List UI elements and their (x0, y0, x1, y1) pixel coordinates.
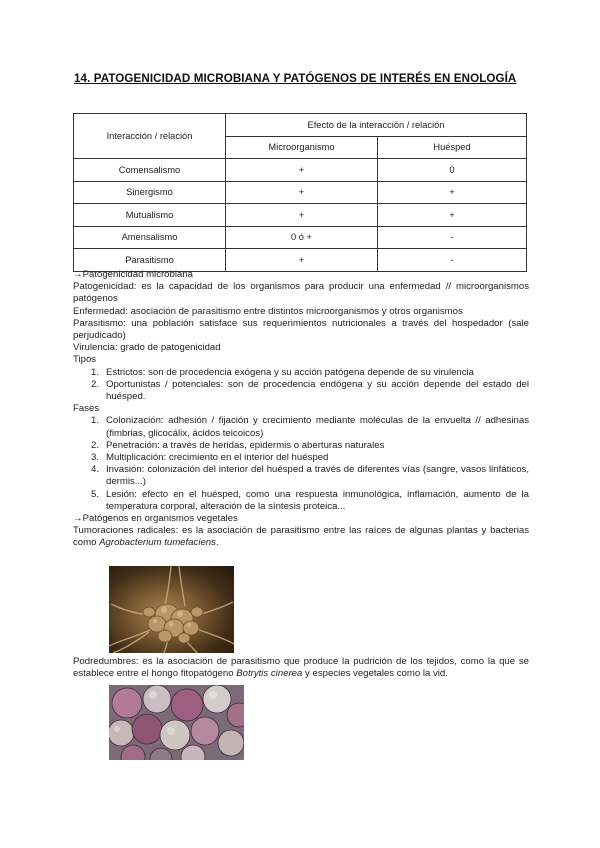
paragraph-end: . (215, 537, 219, 549)
list-text: Lesión: efecto en el huésped, como una respuesta inmunológica, inflamación, aumento de la temperatura corporal, alteración de la síntesis proteica... (106, 488, 529, 512)
list-number: 2. (90, 378, 99, 390)
list-number: 4. (90, 464, 99, 476)
table-row (74, 181, 527, 204)
table-header-effect: Efecto de la interacción / relación (226, 114, 527, 137)
species-name: Botrytis cinerea (236, 668, 303, 680)
definition-disease: Enfermedad: asociación de parasitismo entre distintos microorganismos y otros organismos (73, 305, 463, 317)
list-number: 1. (90, 366, 99, 378)
list-text: Colonización: adhesión / fijación y crecimiento mediante moléculas de la envuelta // adhesinas (fimbrias, glicocálix, ácidos teicoicos) (106, 415, 529, 439)
types-list (73, 367, 529, 404)
table-cell-micro: + (226, 249, 378, 272)
phases-label: Fases (73, 403, 100, 415)
table-cell-host: - (378, 226, 527, 249)
list-text: Invasión: colonización del interior del huésped a través de diferentes vías (sangre, vasos linfáticos, dermis...) (106, 464, 529, 488)
list-text: Oportunistas / potenciales: son de procedencia endógena y su acción depende del estado del huésped. (106, 378, 529, 403)
paragraph-text: Tumoraciones radicales: es la asociación de parasitismo entre las raíces de algunas plantas y bacterias como (73, 525, 529, 549)
crown-gall-root-photo (109, 566, 234, 653)
table-subheader-host: Huésped (378, 136, 527, 159)
table-cell-interaction: Mutualismo (74, 204, 226, 227)
list-number: 1. (90, 415, 99, 427)
section-heading-plant-pathogens: →Patógenos en organismos vegetales (73, 513, 238, 525)
table-row (74, 226, 527, 249)
paragraph-botrytis (73, 656, 529, 680)
table-row (74, 159, 527, 182)
root-tumor-illustration (109, 566, 234, 653)
list-item (73, 415, 529, 439)
list-text: Penetración: a través de heridas, epidermis o aberturas naturales (106, 439, 385, 451)
list-text: Estrictos: son de procedencia exógena y su acción patógena depende de su virulencia (106, 366, 475, 378)
table-cell-interaction: Sinergismo (74, 181, 226, 204)
interaction-table (73, 113, 527, 272)
list-item (73, 367, 529, 379)
list-item (73, 464, 529, 488)
moldy-grapes-illustration (109, 685, 244, 760)
paragraph-end: y especies vegetales como la vid. (302, 668, 448, 680)
page-title: 14. PATOGENICIDAD MICROBIANA Y PATÓGENOS DE INTERÉS EN ENOLOGÍA (74, 72, 517, 85)
list-item (73, 440, 529, 452)
list-item (73, 489, 529, 513)
phases-list (73, 415, 529, 513)
table-cell-host: - (378, 249, 527, 272)
types-label: Tipos (73, 354, 97, 366)
table-cell-host: + (378, 181, 527, 204)
species-name: Agrobacterium tumefaciens (99, 537, 216, 549)
document-body (73, 269, 529, 550)
paragraph-text: Podredumbres: es la asociación de parasitismo que produce la pudrición de los tejidos, como la que se establece entre el hongo fitopatógeno (73, 656, 529, 680)
botrytis-grapes-photo (109, 685, 244, 760)
table-row (74, 249, 527, 272)
list-text: Multiplicación: crecimiento en el interior del huésped (106, 452, 329, 464)
table-subheader-microorganism: Microorganismo (226, 136, 378, 159)
list-number: 2. (90, 439, 99, 451)
table-cell-interaction: Parasitismo (74, 249, 226, 272)
table-cell-micro: + (226, 181, 378, 204)
definition-virulence: Virulencia: grado de patogenicidad (73, 342, 221, 354)
table-cell-host: 0 (378, 159, 527, 182)
table-cell-micro: + (226, 204, 378, 227)
table-cell-host: + (378, 204, 527, 227)
table-header-interaction: Interacción / relación (74, 114, 226, 159)
list-number: 3. (90, 452, 99, 464)
list-item (73, 379, 529, 403)
list-item (73, 452, 529, 464)
paragraph-crown-gall (73, 525, 529, 549)
definition-pathogenicity: Patogenicidad: es la capacidad de los organismos para producir una enfermedad // microorganismos patógenos (73, 281, 529, 305)
table-cell-interaction: Amensalismo (74, 226, 226, 249)
definition-parasitism: Parasitismo: una población satisface sus requerimientos nutricionales a través del hospedador (sale perjudicado) (73, 317, 529, 342)
list-number: 5. (90, 488, 99, 500)
table-row (74, 204, 527, 227)
section-heading-pathogenicity: →Patogenicidad microbiana (73, 269, 193, 280)
table-cell-interaction: Comensalismo (74, 159, 226, 182)
table-cell-micro: + (226, 159, 378, 182)
table-cell-micro: 0 ó + (226, 226, 378, 249)
